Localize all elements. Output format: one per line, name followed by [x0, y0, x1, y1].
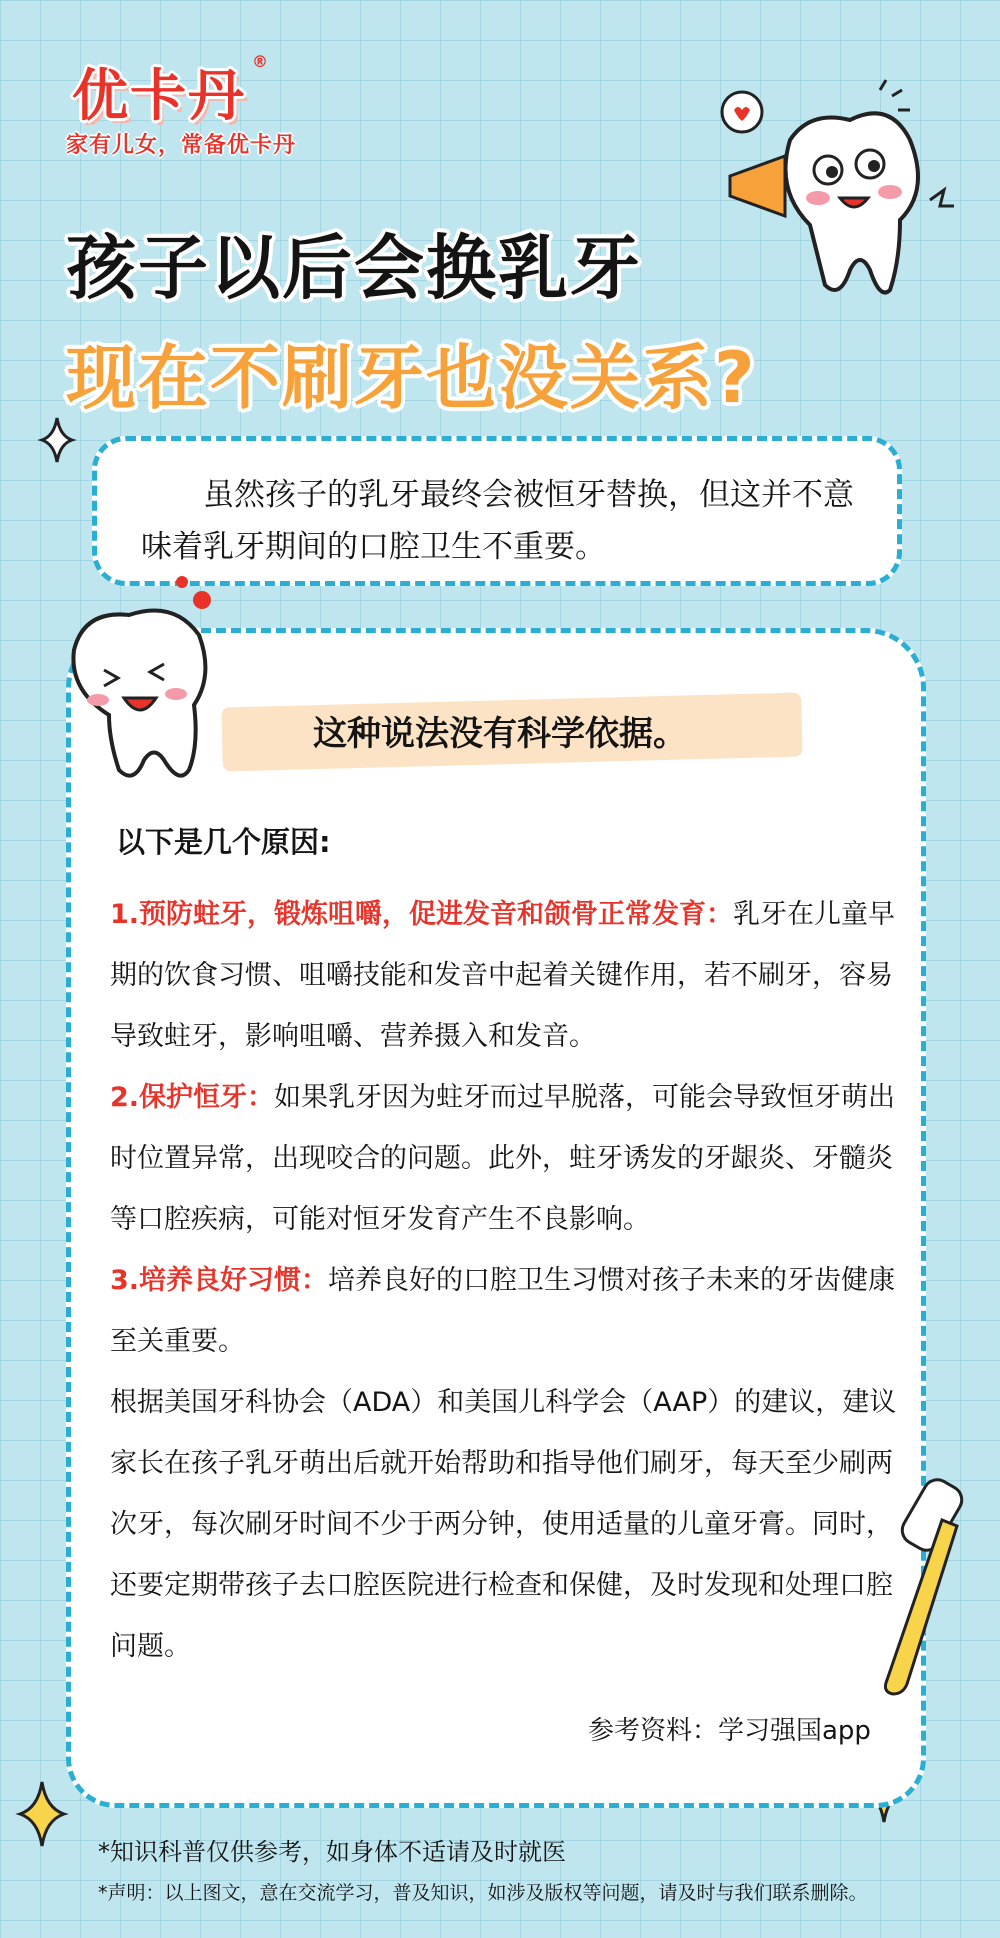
laughing-tooth-illustration-icon: [54, 570, 244, 800]
reason-body: 乳牙在儿童早期的饮食习惯、咀嚼技能和发音中起着关键作用，若不刷牙，容易导致蛀牙，影响咀嚼、营养摄入和发音。: [110, 899, 896, 1052]
title-line-2: 现在不刷牙也没关系?: [66, 337, 757, 419]
reasons-content: [110, 884, 900, 1677]
reference-source: 参考资料：学习强国app: [588, 1716, 871, 1746]
reason-body: 如果乳牙因为蛀牙而过早脱落，可能会导致恒牙萌出时位置异常，出现咬合的问题。此外，蛀牙诱发的牙龈炎、牙髓炎等口腔疾病，可能对恒牙发育产生不良影响。: [110, 1082, 896, 1235]
reason-item: [110, 884, 900, 1067]
reason-title: 2.保护恒牙：: [110, 1082, 275, 1113]
reasons-heading: 以下是几个原因:: [116, 825, 331, 859]
intro-box: [92, 436, 902, 586]
recommendation-text: 根据美国牙科协会（ADA）和美国儿科学会（AAP）的建议，建议家长在孩子乳牙萌出后就开始帮助和指导他们刷牙，每天至少刷两次牙，每次刷牙时间不少于两分钟，使用适量的儿童牙膏。同时，还要定期带孩子去口腔医院进行检查和保健，及时发现和处理口腔问题。: [110, 1387, 897, 1662]
sparkle-icon: [20, 1782, 64, 1846]
brand-slogan: 家有儿女，常备优卡丹: [66, 133, 297, 158]
toothbrush-icon: [872, 1480, 992, 1700]
disclaimer-line-1: *知识科普仅供参考，如身体不适请及时就医: [98, 1838, 566, 1866]
sparkle-icon: [42, 418, 72, 462]
highlight-statement: 这种说法没有科学依据。: [313, 714, 687, 754]
reason-title: 3.培养良好习惯：: [110, 1265, 329, 1296]
reason-item: [110, 1250, 900, 1372]
intro-text: 虽然孩子的乳牙最终会被恒牙替换，但这并不意味着乳牙期间的口腔卫生不重要。: [141, 477, 854, 565]
reason-body: 培养良好的口腔卫生习惯对孩子未来的牙齿健康至关重要。: [110, 1265, 896, 1357]
disclaimer-line-2: *声明：以上图文，意在交流学习，普及知识，如涉及版权等问题，请及时与我们联系删除。: [98, 1882, 868, 1904]
registered-mark: ®: [252, 52, 268, 71]
tooth-megaphone-illustration-icon: [720, 80, 950, 310]
brand-logo: 优卡丹: [72, 64, 246, 129]
reason-item: [110, 1067, 900, 1250]
reason-title: 1.预防蛀牙，锻炼咀嚼，促进发音和颌骨正常发育：: [110, 899, 734, 930]
title-line-1: 孩子以后会换乳牙: [66, 227, 642, 309]
